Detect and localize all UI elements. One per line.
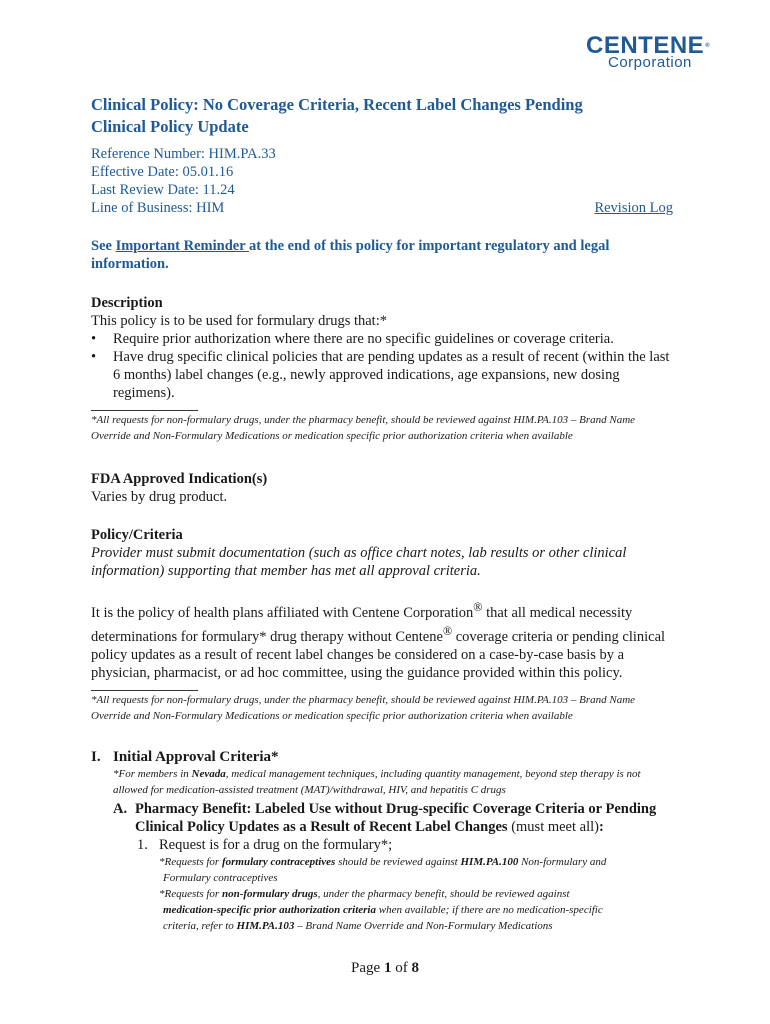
footnote-divider — [91, 410, 198, 411]
revision-log-link[interactable]: Revision Log — [594, 200, 673, 216]
page-footer: Page 1 of 8 — [351, 960, 419, 976]
footnote-divider — [91, 690, 198, 691]
non-formulary-note: *Requests for non-formulary drugs, under the pharmacy benefit, should be reviewed against medication-specific prior authorization criteria when available; if there are no medication-specific criteria, refer to HIM.PA.103 – Brand Name Override and Non-Formulary Medications — [159, 887, 603, 932]
centene-logo — [586, 34, 726, 71]
logo-subtitle: Corporation — [608, 54, 692, 71]
criteria-item: 1. Request is for a drug on the formulary*; — [137, 836, 393, 853]
policy-meta — [91, 145, 673, 217]
line-of-business: Line of Business: HIM — [91, 200, 225, 216]
description-section — [91, 294, 673, 444]
important-reminder-link[interactable]: Important Reminder — [115, 238, 250, 254]
initial-approval-section — [91, 748, 673, 934]
fda-heading: FDA Approved Indication(s) — [91, 471, 268, 487]
registered-mark: ® — [442, 623, 453, 638]
registered-mark: ® — [473, 600, 483, 614]
logo-wordmark: CENTENE — [586, 32, 705, 59]
list-item: • Require prior authorization where there are no specific guidelines or coverage criteria. — [91, 331, 614, 347]
subsection-a-heading: A. Pharmacy Benefit: Labeled Use without Drug-specific Coverage Criteria or Pending Clinical Policy Updates as a Result of Recent Label Changes (must meet all): — [113, 800, 657, 835]
page-number: 1 — [383, 960, 392, 976]
logo-registered-mark: ® — [705, 43, 711, 49]
fda-text: Varies by drug product. — [91, 489, 228, 505]
policy-footnote: *All requests for non-formulary drugs, under the pharmacy benefit, should be reviewed against HIM.PA.103 – Brand Name Override and Non-Formulary Medications or medication specific prior authorization criteria when available — [91, 693, 636, 722]
policy-section — [91, 526, 673, 724]
bullet-icon: • — [91, 349, 97, 365]
contraceptives-note: *Requests for formulary contraceptives should be reviewed against HIM.PA.100 Non-formulary and Formulary contraceptives — [159, 855, 607, 884]
important-reminder-notice: See Important Reminder at the end of this policy for important regulatory and legal information. — [91, 238, 610, 272]
policy-title: Clinical Policy: No Coverage Criteria, Recent Label Changes Pending Clinical Policy Update — [91, 95, 583, 136]
policy-paragraph: It is the policy of health plans affiliated with Centene Corporation® that all medical necessity determinations for formulary* drug therapy without Centene® coverage criteria or pending clinical policy updates as a result of recent label changes be considered on a case-by-case basis by a physician, pharmacist, or ad hoc committee, using the guidance provided within this policy. — [91, 600, 666, 681]
policy-italic-note: Provider must submit documentation (such as office chart notes, lab results or other clinical information) supporting that member has met all approval criteria. — [91, 545, 627, 579]
description-heading: Description — [91, 295, 163, 311]
fda-section — [91, 470, 673, 506]
description-footnote: *All requests for non-formulary drugs, under the pharmacy benefit, should be reviewed against HIM.PA.103 – Brand Name Override and Non-Formulary Medications or medication specific prior authorization criteria when available — [91, 414, 636, 442]
section-heading: I. Initial Approval Criteria* — [91, 748, 279, 765]
description-intro: This policy is to be used for formulary drugs that:* — [91, 313, 387, 329]
last-review-date: Last Review Date: 11.24 — [91, 182, 235, 198]
nevada-note: *For members in Nevada, medical management techniques, including quantity management, beyond step therapy is not allowed for medication-assisted treatment (MAT)/withdrawal, HIV, and hepatitis C drugs — [113, 767, 641, 796]
page-total: 8 — [411, 960, 419, 976]
bullet-icon: • — [91, 331, 97, 347]
description-bullets — [91, 330, 673, 402]
document-body — [91, 94, 673, 934]
reference-number: Reference Number: HIM.PA.33 — [91, 146, 276, 162]
policy-heading: Policy/Criteria — [91, 527, 183, 543]
list-item: • Have drug specific clinical policies that are pending updates as a result of recent (within the last 6 months) label changes (e.g., newly approved indications, age expansions, new dosing regimens). — [91, 349, 670, 401]
effective-date: Effective Date: 05.01.16 — [91, 164, 234, 180]
